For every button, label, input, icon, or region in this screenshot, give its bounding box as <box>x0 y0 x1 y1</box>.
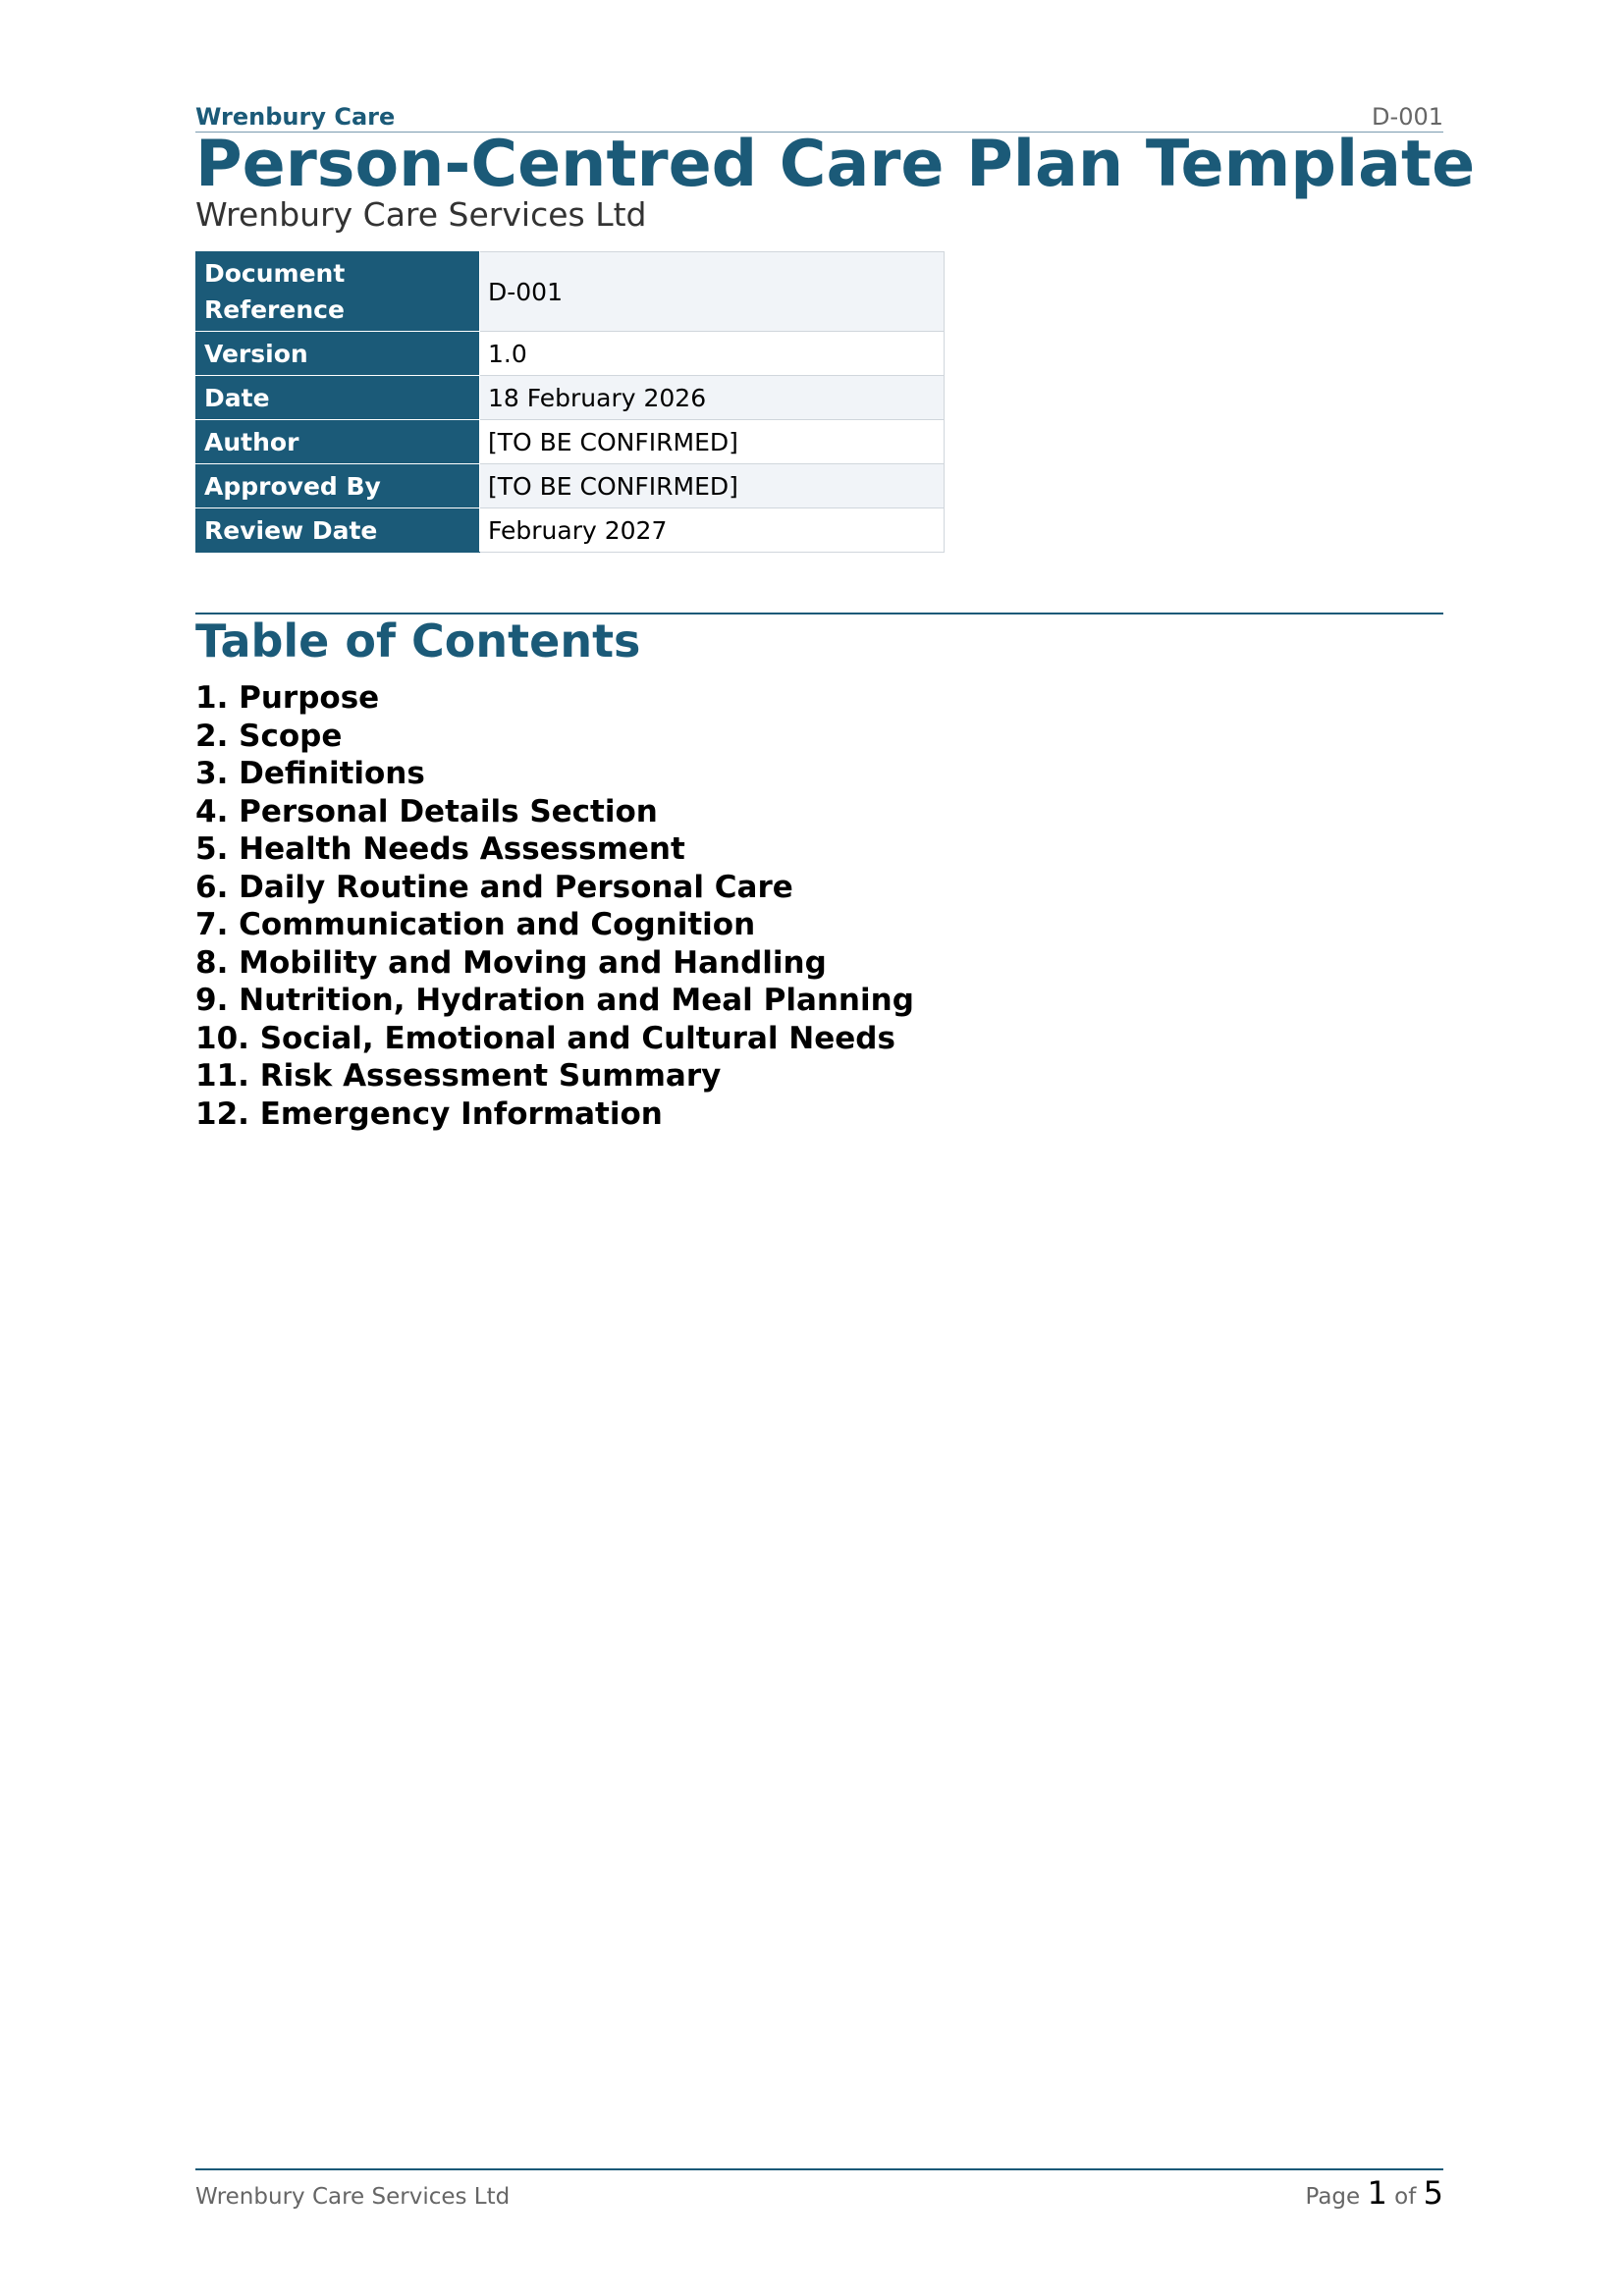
toc-item[interactable]: 7. Communication and Cognition <box>195 907 756 942</box>
metadata-row <box>196 376 945 420</box>
header-document-reference: D-001 <box>1372 103 1443 131</box>
toc-item[interactable]: 10. Social, Emotional and Cultural Needs <box>195 1020 895 1056</box>
current-page: 1 <box>1367 2174 1387 2212</box>
page-footer <box>195 2168 1443 2210</box>
header-organisation: Wrenbury Care <box>195 103 396 131</box>
document-metadata-table <box>195 251 945 553</box>
toc-heading: Table of Contents <box>195 614 641 667</box>
toc-item[interactable]: 8. Mobility and Moving and Handling <box>195 944 827 981</box>
toc-item[interactable]: 11. Risk Assessment Summary <box>195 1058 722 1094</box>
metadata-key: Author <box>196 420 480 464</box>
metadata-key: Date <box>196 376 480 420</box>
toc-item[interactable]: 9. Nutrition, Hydration and Meal Planning <box>195 983 914 1018</box>
total-pages: 5 <box>1423 2174 1443 2212</box>
metadata-value: February 2027 <box>480 508 945 553</box>
metadata-row <box>196 252 945 332</box>
metadata-key: Document Reference <box>196 252 480 332</box>
page-label: Page <box>1305 2184 1361 2210</box>
toc-item[interactable]: 5. Health Needs Assessment <box>195 831 685 867</box>
metadata-row <box>196 420 945 464</box>
toc-item[interactable]: 4. Personal Details Section <box>195 793 658 829</box>
footer-company: Wrenbury Care Services Ltd <box>195 2184 511 2210</box>
of-label: of <box>1394 2184 1417 2210</box>
metadata-value: 1.0 <box>480 332 945 376</box>
metadata-row <box>196 332 945 376</box>
toc-item[interactable]: 12. Emergency Information <box>195 1095 663 1132</box>
page-subtitle: Wrenbury Care Services Ltd <box>195 195 647 234</box>
metadata-key: Version <box>196 332 480 376</box>
toc-item[interactable]: 1. Purpose <box>195 680 380 716</box>
page-title: Person-Centred Care Plan Template <box>195 128 1476 201</box>
metadata-row <box>196 464 945 508</box>
metadata-key: Approved By <box>196 464 480 508</box>
metadata-value: [TO BE CONFIRMED] <box>480 464 945 508</box>
document-page <box>195 0 1476 2296</box>
metadata-value: 18 February 2026 <box>480 376 945 420</box>
metadata-value: D-001 <box>480 252 945 332</box>
page-number <box>1305 2174 1443 2216</box>
table-of-contents <box>195 679 914 1133</box>
toc-item[interactable]: 6. Daily Routine and Personal Care <box>195 869 793 905</box>
metadata-key: Review Date <box>196 508 480 553</box>
toc-item[interactable]: 3. Definitions <box>195 756 425 791</box>
toc-item[interactable]: 2. Scope <box>195 718 343 754</box>
metadata-row <box>196 508 945 553</box>
metadata-value: [TO BE CONFIRMED] <box>480 420 945 464</box>
